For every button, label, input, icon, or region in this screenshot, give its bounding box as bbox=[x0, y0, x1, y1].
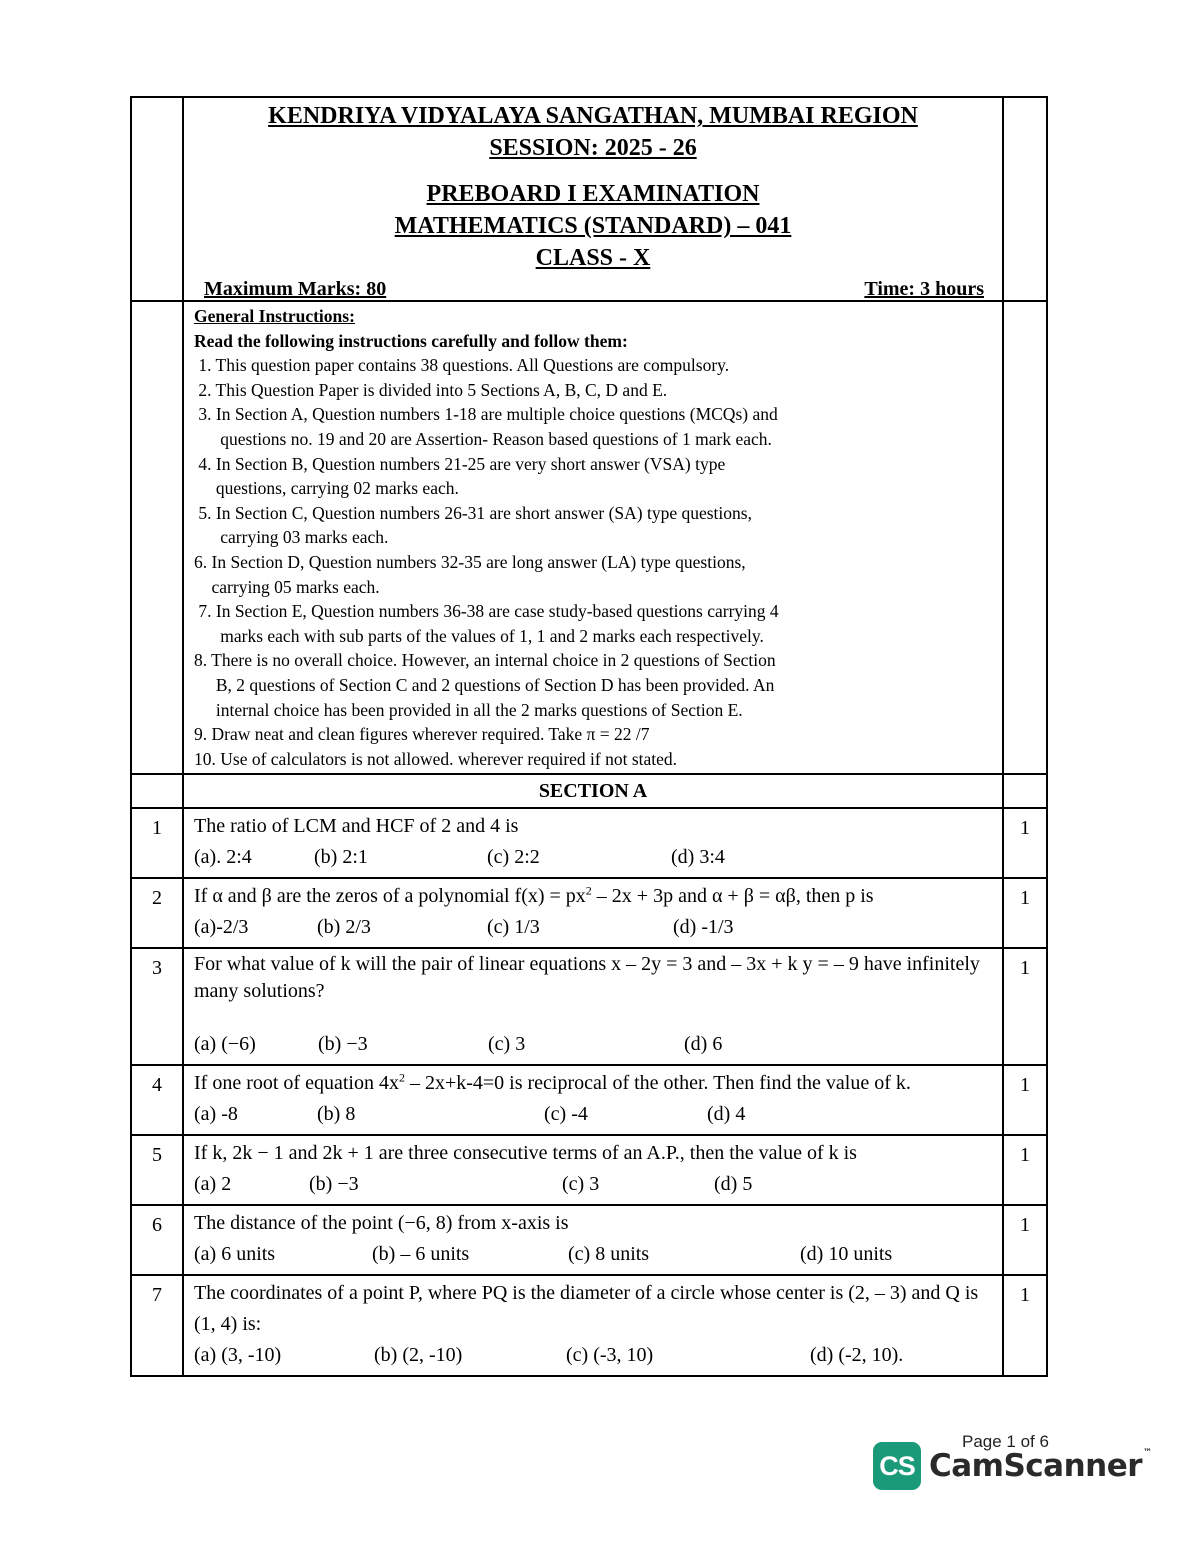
option-d: (d) 4 bbox=[707, 1103, 746, 1126]
instruction-line: 5. In Section C, Question numbers 26-31 are short answer (SA) type questions, bbox=[194, 502, 752, 523]
header-row bbox=[131, 97, 1047, 301]
question-text: The distance of the point (−6, 8) from x-axis is bbox=[194, 1212, 569, 1235]
trademark: ™ bbox=[1143, 1448, 1152, 1458]
superscript: 2 bbox=[398, 1070, 405, 1085]
question-body bbox=[183, 1135, 1003, 1205]
instruction-line: 10. Use of calculators is not allowed. wherever required if not stated. bbox=[194, 748, 678, 769]
question-text-part: If one root of equation 4x bbox=[194, 1072, 399, 1095]
class-title: CLASS - X bbox=[535, 245, 651, 271]
paper-header bbox=[183, 97, 1003, 301]
question-row bbox=[131, 948, 1047, 1065]
question-row bbox=[131, 1205, 1047, 1275]
question-text-part: – 2x+k-4=0 is reciprocal of the other. Then find the value of k. bbox=[404, 1072, 911, 1095]
question-number: 4 bbox=[131, 1065, 183, 1135]
brand-name bbox=[929, 1448, 1152, 1484]
options bbox=[194, 1099, 994, 1130]
question-paper-table bbox=[130, 96, 1048, 1377]
option-a: (a) 6 units bbox=[194, 1243, 276, 1266]
question-body bbox=[183, 1065, 1003, 1135]
empty-cell bbox=[1003, 774, 1047, 808]
question-marks: 1 bbox=[1003, 1205, 1047, 1275]
option-a: (a) (−6) bbox=[194, 1033, 256, 1056]
option-b: (b) −3 bbox=[309, 1173, 359, 1196]
instruction-line: 7. In Section E, Question numbers 36-38 are case study-based questions carrying 4 bbox=[194, 601, 779, 622]
option-d: (d) -1/3 bbox=[673, 916, 734, 939]
instruction-line: questions no. 19 and 20 are Assertion- Reason based questions of 1 mark each. bbox=[194, 428, 772, 449]
option-c: (c) 3 bbox=[488, 1033, 526, 1056]
options bbox=[194, 1340, 994, 1371]
option-c: (c) 8 units bbox=[568, 1243, 650, 1266]
question-text bbox=[194, 1068, 994, 1099]
question-number: 2 bbox=[131, 878, 183, 948]
option-c: (c) (-3, 10) bbox=[566, 1344, 654, 1367]
option-d: (d) 6 bbox=[684, 1033, 723, 1056]
empty-cell bbox=[131, 774, 183, 808]
instruction-line: 3. In Section A, Question numbers 1-18 are multiple choice questions (MCQs) and bbox=[194, 404, 778, 425]
question-marks: 1 bbox=[1003, 1065, 1047, 1135]
empty-cell bbox=[1003, 301, 1047, 774]
option-d: (d) 5 bbox=[714, 1173, 753, 1196]
option-a: (a). 2:4 bbox=[194, 846, 252, 869]
option-b: (b) 2/3 bbox=[317, 916, 371, 939]
question-text: The ratio of LCM and HCF of 2 and 4 is bbox=[194, 815, 519, 838]
instruction-line: internal choice has been provided in all the 2 marks questions of Section E. bbox=[194, 699, 743, 720]
option-a: (a) 2 bbox=[194, 1173, 232, 1196]
brand-text: CamScanner bbox=[929, 1448, 1143, 1484]
question-number: 5 bbox=[131, 1135, 183, 1205]
question-marks: 1 bbox=[1003, 948, 1047, 1065]
instructions-heading: General Instructions: bbox=[194, 306, 355, 326]
question-number: 6 bbox=[131, 1205, 183, 1275]
question-row bbox=[131, 1135, 1047, 1205]
empty-cell bbox=[131, 97, 183, 301]
instruction-line: 9. Draw neat and clean figures wherever required. Take π = 22 /7 bbox=[194, 724, 650, 745]
options bbox=[194, 912, 994, 943]
question-row bbox=[131, 1275, 1047, 1376]
region-title: KENDRIYA VIDYALAYA SANGATHAN, MUMBAI REGION bbox=[268, 103, 918, 129]
question-text: The coordinates of a point P, where PQ is the diameter of a circle whose center is (2, – 3) and Q is (1, 4) is: bbox=[194, 1282, 979, 1336]
options bbox=[194, 1169, 994, 1200]
instructions-list bbox=[194, 353, 992, 771]
options bbox=[194, 842, 994, 873]
option-d: (d) 10 units bbox=[800, 1243, 893, 1266]
option-a: (a) -8 bbox=[194, 1103, 238, 1126]
question-number: 3 bbox=[131, 948, 183, 1065]
option-b: (b) – 6 units bbox=[372, 1243, 470, 1266]
question-body bbox=[183, 948, 1003, 1065]
empty-cell bbox=[1003, 97, 1047, 301]
question-row bbox=[131, 878, 1047, 948]
instruction-line: questions, carrying 02 marks each. bbox=[194, 478, 459, 499]
page-number: Page 1 of 6 bbox=[962, 1432, 1049, 1451]
question-row bbox=[131, 1065, 1047, 1135]
question-text: If k, 2k − 1 and 2k + 1 are three consecutive terms of an A.P., then the value of k is bbox=[194, 1142, 857, 1165]
option-c: (c) -4 bbox=[544, 1103, 588, 1126]
camscanner-logo bbox=[873, 1442, 1152, 1490]
session-title: SESSION: 2025 - 26 bbox=[489, 135, 697, 161]
instruction-line: B, 2 questions of Section C and 2 questions of Section D has been provided. An bbox=[194, 674, 775, 695]
instruction-line: 8. There is no overall choice. However, an internal choice in 2 questions of Section bbox=[194, 650, 776, 671]
question-body bbox=[183, 1275, 1003, 1376]
option-b: (b) 2:1 bbox=[314, 846, 368, 869]
option-c: (c) 2:2 bbox=[487, 846, 540, 869]
question-body bbox=[183, 1205, 1003, 1275]
question-body bbox=[183, 878, 1003, 948]
instructions-subheading: Read the following instructions carefully and follow them: bbox=[194, 330, 628, 351]
cs-logo-icon: CS bbox=[873, 1442, 921, 1490]
instruction-line: 6. In Section D, Question numbers 32-35 are long answer (LA) type questions, bbox=[194, 551, 746, 572]
option-a: (a) (3, -10) bbox=[194, 1344, 282, 1367]
question-number: 7 bbox=[131, 1275, 183, 1376]
time-allowed: Time: 3 hours bbox=[864, 278, 984, 300]
instruction-line: 2. This Question Paper is divided into 5 Sections A, B, C, D and E. bbox=[194, 379, 668, 400]
option-c: (c) 3 bbox=[562, 1173, 600, 1196]
question-text-part: If α and β are the zeros of a polynomial f(x) = px bbox=[194, 885, 586, 908]
exam-title: PREBOARD I EXAMINATION bbox=[426, 181, 760, 207]
instruction-line: 1. This question paper contains 38 questions. All Questions are compulsory. bbox=[194, 355, 730, 376]
options bbox=[194, 1239, 994, 1270]
question-body bbox=[183, 808, 1003, 878]
instruction-line: marks each with sub parts of the values of 1, 1 and 2 marks each respectively. bbox=[194, 625, 764, 646]
instructions-row bbox=[131, 301, 1047, 774]
option-d: (d) (-2, 10). bbox=[810, 1344, 904, 1367]
option-a: (a)-2/3 bbox=[194, 916, 249, 939]
subject-title: MATHEMATICS (STANDARD) – 041 bbox=[394, 213, 792, 239]
general-instructions bbox=[183, 301, 1003, 774]
options bbox=[194, 1029, 994, 1060]
instruction-line: carrying 05 marks each. bbox=[194, 576, 380, 597]
instruction-line: 4. In Section B, Question numbers 21-25 are very short answer (VSA) type bbox=[194, 453, 726, 474]
option-c: (c) 1/3 bbox=[487, 916, 540, 939]
section-row bbox=[131, 774, 1047, 808]
option-b: (b) −3 bbox=[318, 1033, 368, 1056]
question-marks: 1 bbox=[1003, 1135, 1047, 1205]
question-marks: 1 bbox=[1003, 878, 1047, 948]
option-d: (d) 3:4 bbox=[671, 846, 725, 869]
max-marks: Maximum Marks: 80 bbox=[204, 278, 387, 300]
section-a-title: SECTION A bbox=[183, 774, 1003, 808]
question-number: 1 bbox=[131, 808, 183, 878]
question-marks: 1 bbox=[1003, 1275, 1047, 1376]
option-b: (b) (2, -10) bbox=[374, 1344, 463, 1367]
question-row bbox=[131, 808, 1047, 878]
question-text-part: – 2x + 3p and α + β = αβ, then p is bbox=[591, 885, 874, 908]
question-text: For what value of k will the pair of linear equations x – 2y = 3 and – 3x + k y = – 9 have infinitely many solutions? bbox=[194, 953, 980, 1003]
superscript: 2 bbox=[585, 883, 592, 898]
instruction-line: carrying 03 marks each. bbox=[194, 527, 389, 548]
question-text bbox=[194, 881, 994, 912]
option-b: (b) 8 bbox=[317, 1103, 356, 1126]
empty-cell bbox=[131, 301, 183, 774]
question-marks: 1 bbox=[1003, 808, 1047, 878]
